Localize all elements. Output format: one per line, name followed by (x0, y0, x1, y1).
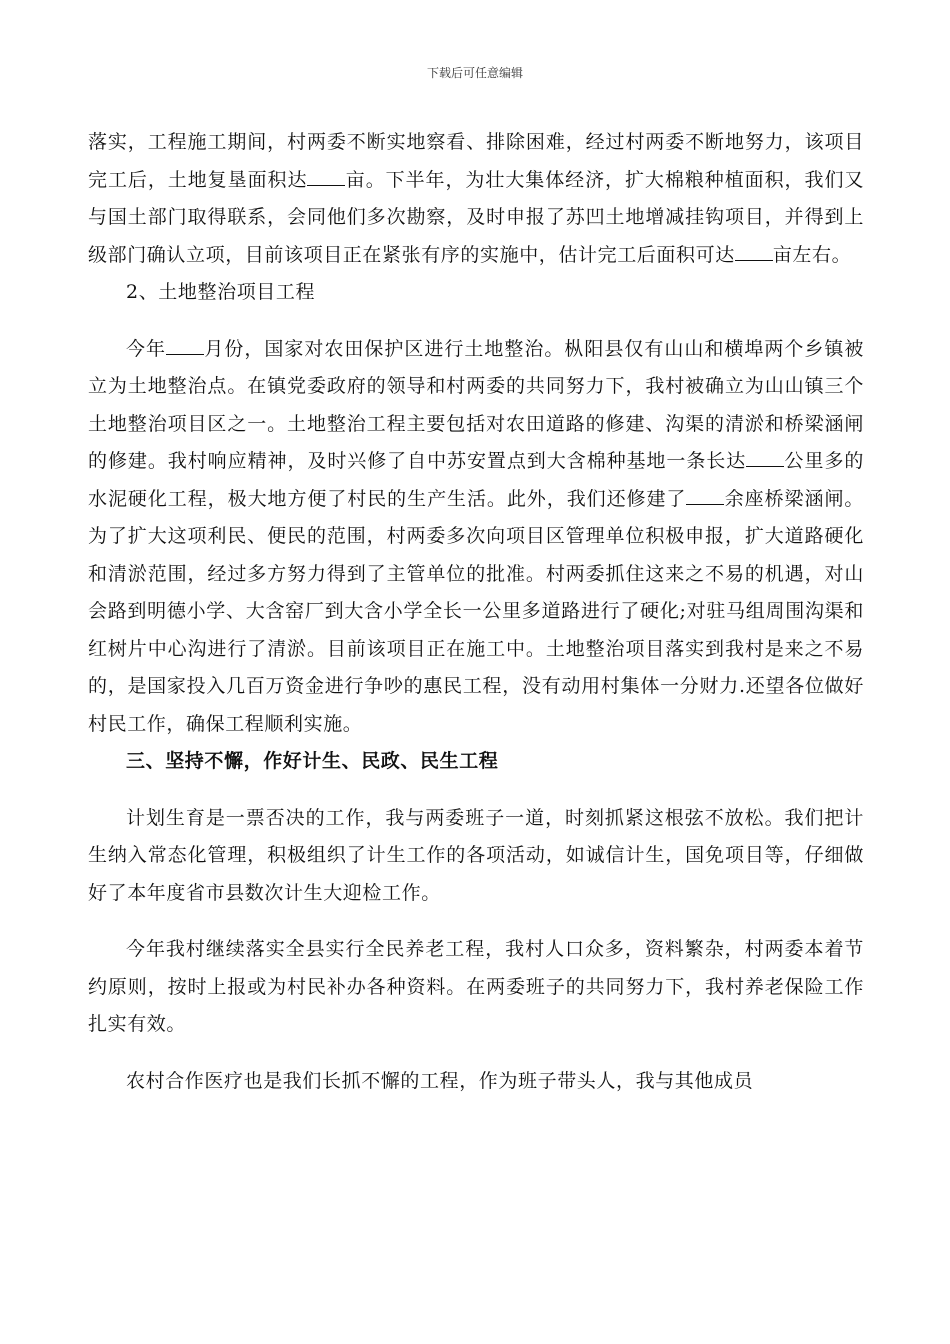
section-heading-family-planning: 三、坚持不懈，作好计生、民政、民生工程 (126, 750, 499, 772)
fill-in-blank (735, 259, 773, 261)
paragraph-pension: 今年我村继续落实全县实行全民养老工程，我村人口众多，资料繁杂，村两委本着节约原则，按时上报或为村民补办各种资料。在两委班子的共同努力下，我村养老保险工作扎实有效。 (88, 938, 864, 1035)
fill-in-blank (746, 465, 784, 467)
fill-in-blank (686, 503, 724, 505)
paragraph-text: 月份，国家对农田保护区进行土地整治。枞阳县仅有山山和横埠两个乡镇被立为土地整治点。在镇党委政府的领导和村两委的共同努力下，我村被确立为山山镇三个土地整治项目区之一。土地整治工程主要包括对农田道路的修建、沟渠的清淤和桥梁涵闸的修建。我村响应精神，及时兴修了自中苏安置点到大含棉种基地一条长达 (88, 337, 864, 472)
paragraph-text: 亩。下半年，为壮大集体经济，扩大棉粮种植面积，我们又与国土部门取得联系，会同他们多次勘察，及时申报了苏凹土地增减挂钩项目，并得到上级部门确认立项，目前该项目正在紧张有序的实施中，估计完工后面积可达 (88, 168, 864, 266)
document-body (88, 124, 864, 1100)
paragraph-medical-care: 农村合作医疗也是我们长抓不懈的工程，作为班子带头人，我与其他成员 (126, 1069, 754, 1092)
paragraph-land-consolidation (88, 331, 864, 744)
paragraph-text: 亩左右。 (772, 243, 852, 266)
paragraph-text: 今年 (126, 337, 166, 360)
paragraph-land-reclamation (88, 124, 864, 274)
paragraph-text: 公里多的水泥硬化工程，极大地方便了村民的生产生活。此外，我们还修建了 (88, 450, 864, 510)
paragraph-family-planning: 计划生育是一票否决的工作，我与两委班子一道，时刻抓紧这根弦不放松。我们把计生纳入常态化管理，积极组织了计生工作的各项活动，如诚信计生，国免项目等，仔细做好了本年度省市县数次计生大迎检工作。 (88, 806, 864, 904)
section-heading-land-consolidation: 2、土地整治项目工程 (126, 281, 316, 303)
fill-in-blank (166, 353, 204, 355)
paragraph-text: 余座桥梁涵闸。为了扩大这项利民、便民的范围，村两委多次向项目区管理单位积极申报，扩大道路硬化和清淤范围，经过多方努力得到了主管单位的批准。村两委抓住这来之不易的机遇，对山会路到明德小学、大含窑厂到大含小学全长一公里多道路进行了硬化;对驻马组周围沟渠和红树片中心沟进行了清淤。目前该项目正在施工中。土地整治项目落实到我村是来之不易的，是国家投入几百万资金进行争吵的惠民工程，没有动用村集体一分财力.还望各位做好村民工作，确保工程顺利实施。 (88, 487, 864, 735)
page-header-caption: 下载后可任意编辑 (426, 66, 523, 80)
fill-in-blank (307, 184, 345, 186)
paragraph-text: 落实，工程施工期间，村两委不断实地察看、排除困难，经过村两委不断地努力，该项目完工后，土地复垦面积达 (88, 131, 864, 191)
